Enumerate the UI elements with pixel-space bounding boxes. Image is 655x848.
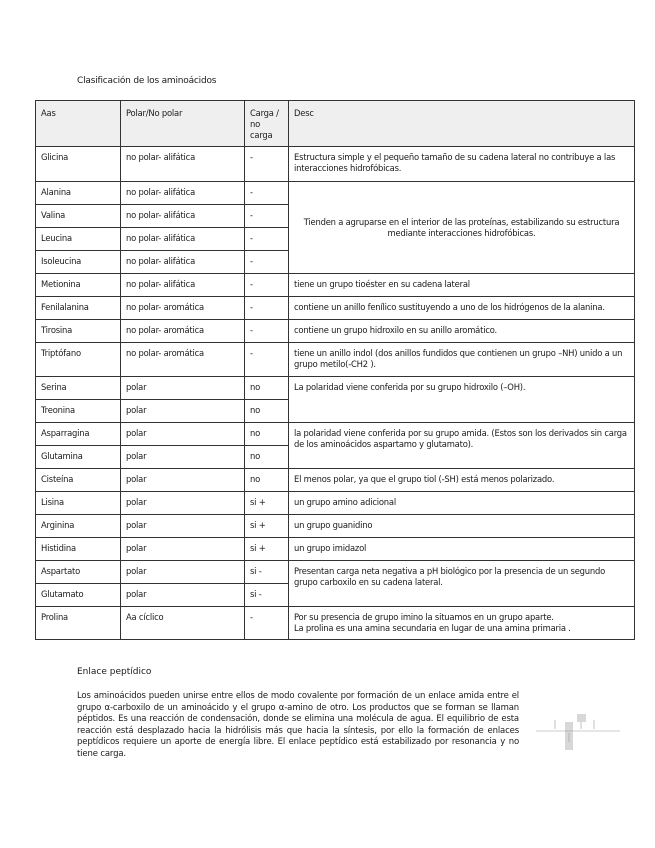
aa-charge: si - (245, 561, 289, 584)
aa-desc: Por su presencia de grupo imino la situamos en un grupo aparte. (294, 612, 554, 622)
aa-polarity: polar (121, 561, 245, 584)
table-row (36, 423, 635, 446)
table-row (36, 320, 635, 343)
aa-polarity: no polar- alifática (121, 182, 245, 205)
table-row (36, 147, 635, 182)
aa-polarity: polar (121, 515, 245, 538)
table-row (36, 182, 635, 205)
aa-polarity: polar (121, 469, 245, 492)
table-row (36, 343, 635, 377)
aa-name: Glutamina (36, 446, 121, 469)
table-row (36, 492, 635, 515)
aa-desc: contiene un anillo fenílico sustituyendo a uno de los hidrógenos de la alanina. (289, 297, 635, 320)
table-row (36, 538, 635, 561)
aa-charge: si - (245, 584, 289, 607)
aa-desc: Tienden a agruparse en el interior de las proteínas, estabilizando su estructura mediante interacciones hidrofóbicas. (289, 182, 635, 274)
aa-name: Histidina (36, 538, 121, 561)
aa-polarity: no polar- alifática (121, 147, 245, 182)
aa-name: Metionina (36, 274, 121, 297)
aa-desc-secondary: La prolina es una amina secundaria en lugar de una amina primaria . (294, 623, 571, 633)
aa-desc: tiene un anillo indol (dos anillos fundidos que contienen un grupo –NH) unido a un grupo metilo(-CH2 ). (289, 343, 635, 377)
aa-charge: no (245, 446, 289, 469)
bond-highlight-top (577, 714, 586, 722)
aa-charge: no (245, 377, 289, 400)
aa-polarity: no polar- alifática (121, 228, 245, 251)
aa-desc: tiene un grupo tioéster en su cadena lateral (289, 274, 635, 297)
aa-desc: un grupo imidazol (289, 538, 635, 561)
aa-name: Lisina (36, 492, 121, 515)
aa-name: Serina (36, 377, 121, 400)
table-row (36, 469, 635, 492)
section-title: Enlace peptídico (77, 667, 152, 677)
aa-polarity: no polar- alifática (121, 274, 245, 297)
aa-name: Isoleucina (36, 251, 121, 274)
aa-name: Tirosina (36, 320, 121, 343)
aa-charge: - (245, 343, 289, 377)
aa-charge: - (245, 205, 289, 228)
aa-desc: Estructura simple y el pequeño tamaño de su cadena lateral no contribuye a las interacciones hidrofóbicas. (289, 147, 635, 182)
aa-desc: El menos polar, ya que el grupo tiol (-SH) está menos polarizado. (289, 469, 635, 492)
aa-desc: La polaridad viene conferida por su grupo hidroxilo (–OH). (289, 377, 635, 423)
amino-acid-table (35, 100, 635, 640)
aa-polarity: polar (121, 446, 245, 469)
aa-desc: un grupo guanidino (289, 515, 635, 538)
aa-name: Glutamato (36, 584, 121, 607)
aa-desc: un grupo amino adicional (289, 492, 635, 515)
table-row (36, 607, 635, 640)
aa-charge: si + (245, 538, 289, 561)
aa-name: Glicina (36, 147, 121, 182)
aa-desc-cell (289, 607, 635, 640)
aa-charge: no (245, 423, 289, 446)
aa-charge: si + (245, 515, 289, 538)
aa-charge: - (245, 251, 289, 274)
header-charge: Carga / no carga (245, 101, 289, 147)
aa-desc: la polaridad viene conferida por su grupo amida. (Estos son los derivados sin carga de los aminoácidos aspartamo y glutamato). (289, 423, 635, 469)
aa-charge: - (245, 274, 289, 297)
aa-polarity: polar (121, 492, 245, 515)
aa-polarity: no polar- alifática (121, 251, 245, 274)
header-desc: Desc (289, 101, 635, 147)
aa-charge: - (245, 320, 289, 343)
table-row (36, 515, 635, 538)
table-row (36, 377, 635, 400)
aa-charge: no (245, 469, 289, 492)
aa-polarity: polar (121, 377, 245, 400)
table-row (36, 297, 635, 320)
aa-polarity: no polar- alifática (121, 205, 245, 228)
aa-polarity: no polar- aromática (121, 297, 245, 320)
aa-name: Cisteína (36, 469, 121, 492)
aa-name: Alanina (36, 182, 121, 205)
aa-charge: - (245, 182, 289, 205)
peptide-bond-figure (532, 712, 624, 752)
aa-charge: no (245, 400, 289, 423)
table-header-row (36, 101, 635, 147)
aa-charge: si + (245, 492, 289, 515)
table-row (36, 274, 635, 297)
aa-polarity: no polar- aromática (121, 343, 245, 377)
aa-charge: - (245, 147, 289, 182)
aa-name: Leucina (36, 228, 121, 251)
page-title: Clasificación de los aminoácidos (77, 76, 217, 86)
aa-polarity: polar (121, 400, 245, 423)
aa-charge: - (245, 607, 289, 640)
aa-name: Fenilalanina (36, 297, 121, 320)
aa-polarity: polar (121, 538, 245, 561)
aa-polarity: Aa cíclico (121, 607, 245, 640)
header-aas: Aas (36, 101, 121, 147)
aa-desc: contiene un grupo hidroxilo en su anillo aromático. (289, 320, 635, 343)
aa-name: Prolina (36, 607, 121, 640)
aa-desc: Presentan carga neta negativa a pH biológico por la presencia de un segundo grupo carboxilo en su cadena lateral. (289, 561, 635, 607)
aa-name: Arginina (36, 515, 121, 538)
aa-polarity: polar (121, 584, 245, 607)
aa-polarity: no polar- aromática (121, 320, 245, 343)
header-polarity: Polar/No polar (121, 101, 245, 147)
table-row (36, 561, 635, 584)
aa-charge: - (245, 297, 289, 320)
body-paragraph: Los aminoácidos pueden unirse entre ellos de modo covalente por formación de un enlace amida entre el grupo α-carboxilo de un aminoácido y el grupo α-amino de otro. Los productos que se forman se llaman péptidos. Es una reacción de condensación, donde se elimina una molécula de agua. El equilibrio de esta reacción está desplazado hacia la hidrólisis más que hacia la síntesis, por ello la formación de enlaces peptídicos requiere un aporte de energía libre. El enlace peptídico está estabilizado por resonancia y no tiene carga. (77, 691, 519, 759)
aa-polarity: polar (121, 423, 245, 446)
aa-name: Treonina (36, 400, 121, 423)
aa-name: Triptófano (36, 343, 121, 377)
aa-name: Valina (36, 205, 121, 228)
aa-charge: - (245, 228, 289, 251)
aa-name: Asparragina (36, 423, 121, 446)
aa-name: Aspartato (36, 561, 121, 584)
